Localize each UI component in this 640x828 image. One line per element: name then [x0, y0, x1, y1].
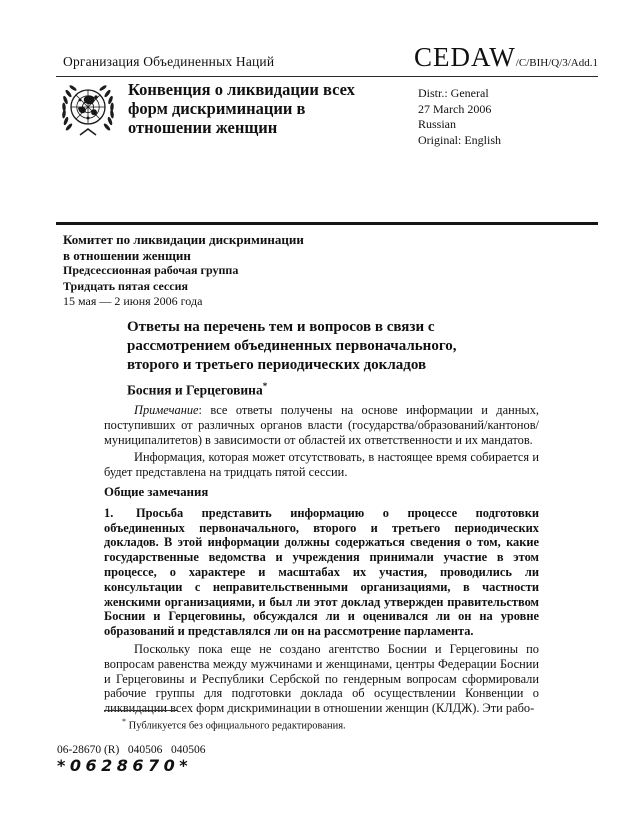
distr-line: Original: English [418, 132, 501, 147]
distribution-block [418, 86, 501, 148]
footnote [104, 717, 346, 732]
info-paragraph: Информация, которая может отсутствовать, в настоящее время собирается и будет представлена на тридцать пятой сессии. [104, 450, 539, 480]
note-text: : все ответы получены на основе информации и данных, поступивших от различных органов власти (государства/образований/кантонов/муниципалитетов) в зависимости от областей их ответственности и их мандатов. [104, 403, 539, 447]
org-name: Организация Объединенных Наций [63, 54, 275, 69]
question-1-text: Просьба представить информацию о процессе подготовки объединенных первоначального, второго и третьего периодических докладов. В этой информации должны содержаться сведения о том, какие государственные ведомства и учреждения принимали участие в этом процессе, о характере и масштабах их участия, проводились ли консультации с неправительственными организациями, в частности женскими организациями, и был ли этот доклад утвержден правительством Боснии и Герцеговины, обсуждался ли и оценивался ли он на уровне образований и представлялся ли он на рассмотрение парламента. [104, 505, 539, 639]
committee-name-line2: в отношении женщин [63, 247, 191, 263]
convention-title: Конвенция о ликвидации всех форм дискриминации в отношении женщин [128, 80, 355, 137]
distr-line: 27 March 2006 [418, 101, 492, 116]
body-text-column [104, 403, 539, 719]
footnote-divider [104, 710, 178, 711]
distr-line: Russian [418, 117, 457, 131]
answer-1-paragraph: Поскольку пока еще не создано агентство Боснии и Герцеговины по вопросам равенства между мужчинами и женщинами, центры Федерации Боснии и Герцеговины и Республики Сербской по гендерным вопросам сформировали рабочие группы для подготовки доклада об осуществлении Конвенции о ликвидации всех форм дискриминации в отношении женщин (КЛДЖ). Эти рабо- [104, 641, 539, 716]
note-label: Примечание [134, 403, 199, 417]
header-thick-divider [56, 222, 598, 225]
document-symbol-suffix: /C/BIH/Q/3/Add.1 [515, 57, 598, 69]
document-symbol [414, 42, 598, 73]
working-group-line: Предсессионная рабочая группа [63, 263, 239, 277]
document-symbol-main: CEDAW [413, 42, 516, 72]
committee-name-line1: Комитет по ликвидации дискриминации [63, 232, 304, 247]
header-divider [56, 76, 598, 77]
barcode-text: *0628670* [57, 756, 193, 775]
note-paragraph [104, 403, 539, 447]
section-heading: Общие замечания [104, 484, 209, 499]
question-1-paragraph [104, 506, 539, 639]
footnote-marker: * [262, 381, 268, 391]
session-dates: 15 мая — 2 июня 2006 года [63, 294, 203, 308]
document-title: Ответы на перечень тем и вопросов в связи с рассмотрением объединенных первоначального, второго и третьего периодических докладов [127, 319, 457, 373]
committee-block [63, 232, 304, 310]
footnote-text: Публикуется без официального редактирования. [128, 720, 346, 732]
wreath-stems [80, 129, 96, 135]
session-line: Тридцать пятая сессия [63, 278, 188, 293]
un-emblem-icon [56, 82, 120, 140]
distr-line: Distr.: General [418, 86, 489, 100]
question-1-number: 1. [104, 505, 114, 520]
document-id: 06-28670 (R) 040506 040506 [57, 744, 206, 756]
country-name: Босния и Герцеговина [127, 382, 263, 398]
country-heading [127, 381, 267, 399]
footnote-asterisk: * [122, 717, 126, 726]
